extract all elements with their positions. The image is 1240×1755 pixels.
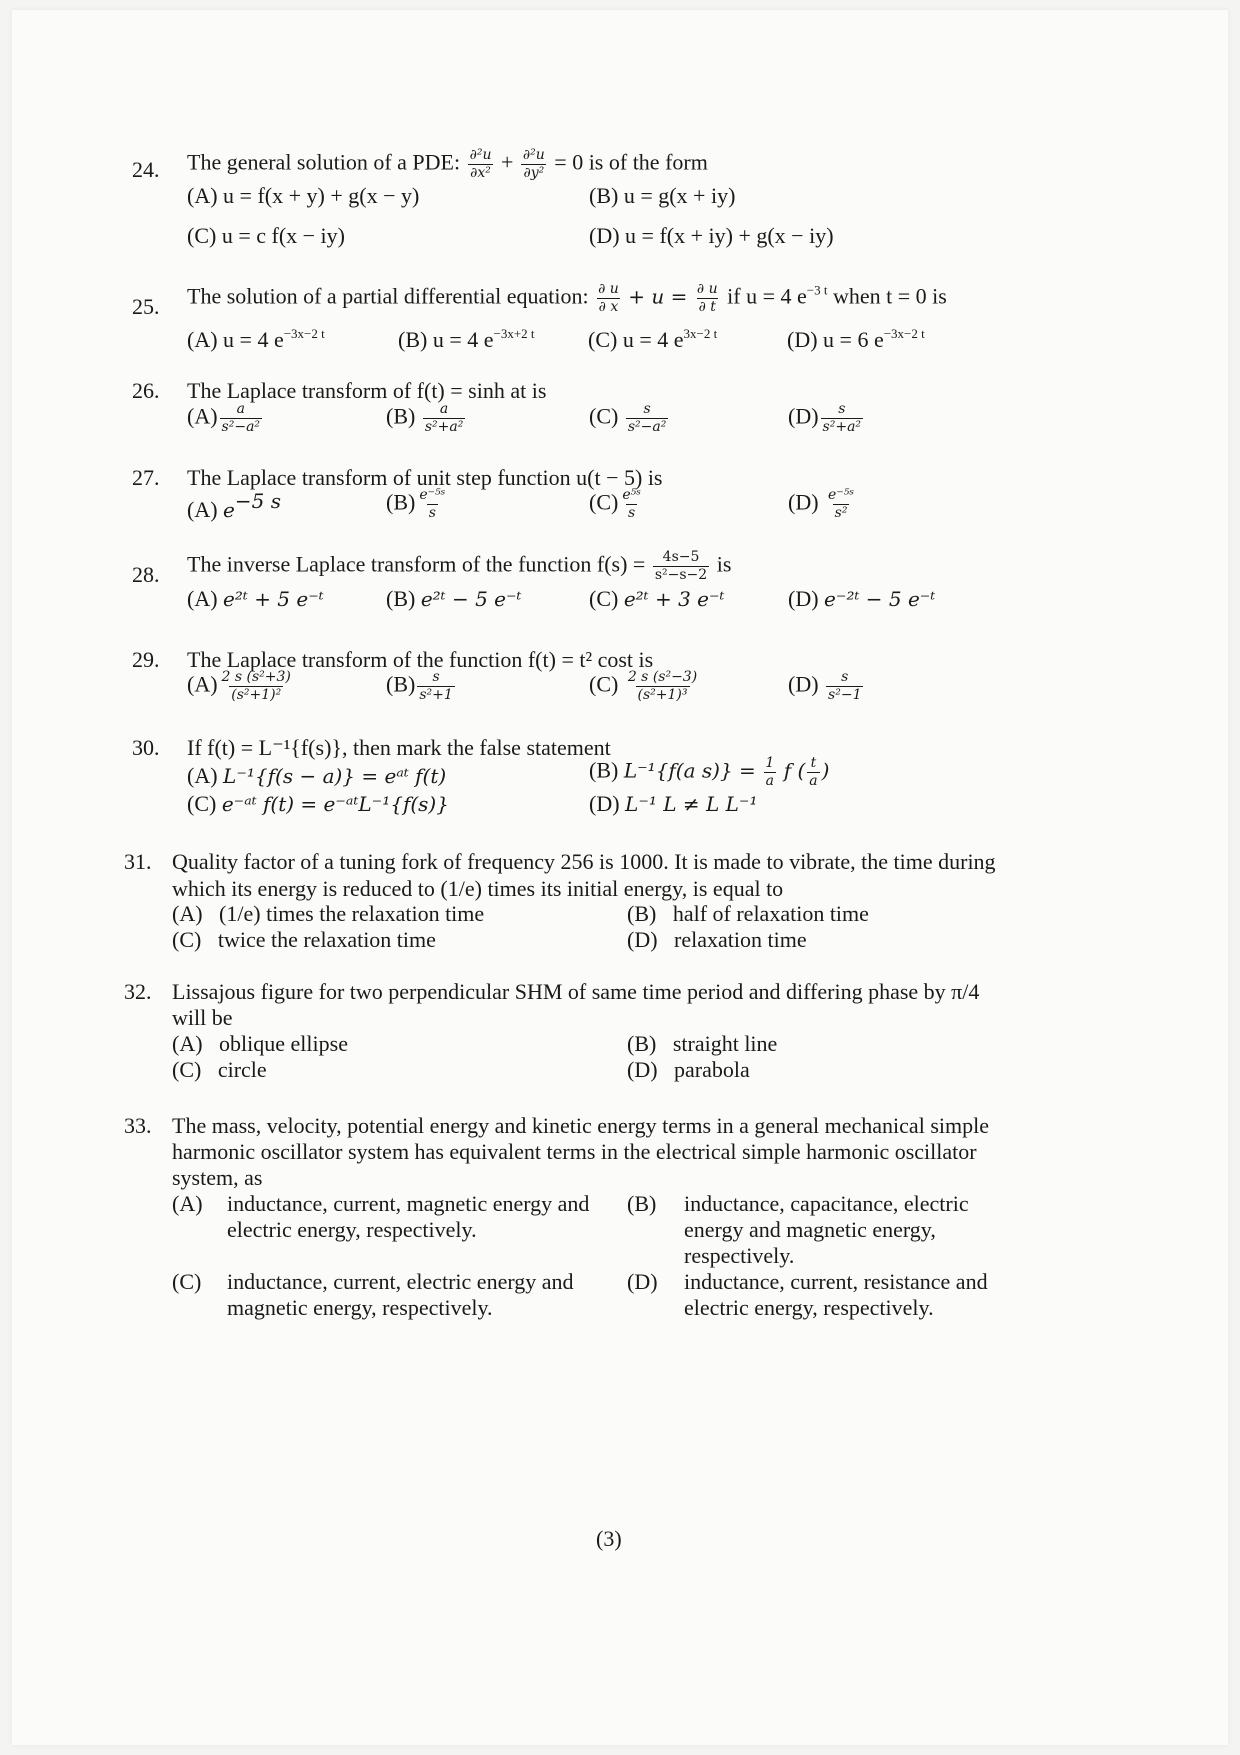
option-a[interactable]: (A) u = 4 $e^{-3x-2 t}$ <box>187 326 325 352</box>
option-c[interactable]: (C) u = c f(x − iy) <box>187 223 345 248</box>
option-d[interactable]: (D) $\frac{\text{e⁻⁵ˢ}}{\text{s²}}$ <box>788 487 855 521</box>
option-c[interactable]: (C) $\frac{\text{e⁵ˢ}}{s}$ <box>589 487 641 521</box>
question-number: 25. <box>132 294 160 319</box>
option-d[interactable]: (D) parabola <box>627 1057 750 1082</box>
option-c[interactable]: (C) twice the relaxation time <box>172 927 436 952</box>
question-stem-line: which its energy is reduced to (1/e) times its initial energy, is equal to <box>172 876 784 901</box>
page-number: (3) <box>596 1526 622 1551</box>
exam-page <box>12 10 1228 1745</box>
option-d-text[interactable]: inductance, current, resistance and <box>684 1269 988 1294</box>
option-a-text[interactable]: electric energy, respectively. <box>227 1217 477 1242</box>
option-a[interactable]: (A) e²ᵗ + 5 e⁻ᵗ <box>187 586 324 611</box>
fraction: $\frac{\text{∂²u}}{\text{∂x²}}$ <box>469 147 492 181</box>
option-b[interactable]: (B) $\frac{\text{e⁻⁵ˢ}}{s}$ <box>386 487 446 521</box>
question-stem-line: The mass, velocity, potential energy and kinetic energy terms in a general mechanical simple <box>172 1113 989 1138</box>
option-a[interactable]: (A) oblique ellipse <box>172 1031 348 1056</box>
option-c[interactable]: (C) e²ᵗ + 3 e⁻ᵗ <box>589 586 725 611</box>
option-a[interactable]: (A) $e^{-5 s}$ <box>187 489 281 522</box>
option-b-text[interactable]: respectively. <box>684 1243 795 1268</box>
option-c[interactable]: (C) e⁻ᵃᵗ f(t) = e⁻ᵃᵗL⁻¹{f(s)} <box>187 791 449 816</box>
question-stem: The Laplace transform of f(t) = sinh at is <box>187 378 547 403</box>
question-number: 28. <box>132 562 160 587</box>
option-a-label[interactable]: (A) <box>172 1191 203 1216</box>
option-b-text[interactable]: inductance, capacitance, electric <box>684 1191 969 1216</box>
option-d[interactable]: (D) e⁻²ᵗ − 5 e⁻ᵗ <box>788 586 936 611</box>
question-stem: The inverse Laplace transform of the function f(s) = $\frac{4s-5}{\text{s²−s−2}}$ is <box>187 549 732 583</box>
option-d-text[interactable]: electric energy, respectively. <box>684 1295 934 1320</box>
question-stem: The general solution of a PDE: $\frac{\text{∂²u}}{\text{∂x²}}$ + $\frac{\text{∂²u}}{\text{∂y²}}$ = 0 is of the form <box>187 147 708 181</box>
option-d[interactable]: (D) $\frac{s}{\text{s²−1}}$ <box>788 669 862 703</box>
option-a[interactable]: (A) L⁻¹{f(s − a)} = eᵃᵗ f(t) <box>187 763 447 788</box>
option-b[interactable]: (B) straight line <box>627 1031 778 1056</box>
question-number: 32. <box>124 979 152 1004</box>
question-stem-line: Quality factor of a tuning fork of frequency 256 is 1000. It is made to vibrate, the time during <box>172 849 996 874</box>
question-number: 33. <box>124 1113 152 1138</box>
option-b[interactable]: (B) u = g(x + iy) <box>589 183 736 208</box>
option-d[interactable]: (D) L⁻¹ L ≠ L L⁻¹ <box>589 791 758 816</box>
option-b[interactable]: (B) half of relaxation time <box>627 901 869 926</box>
question-stem-line: will be <box>172 1005 233 1030</box>
question-number: 26. <box>132 378 160 403</box>
option-a[interactable]: (A) u = f(x + y) + g(x − y) <box>187 183 420 208</box>
option-d[interactable]: (D) relaxation time <box>627 927 807 952</box>
fraction: $\frac{\text{∂²u}}{\text{∂y²}}$ <box>522 147 545 181</box>
option-c-text[interactable]: magnetic energy, respectively. <box>227 1295 493 1320</box>
option-a[interactable]: (A) $\frac{\text{2 s (s²+3)}}{\text{(s²+1)²}}$ <box>187 669 291 703</box>
option-d[interactable]: (D) u = f(x + iy) + g(x − iy) <box>589 223 834 248</box>
option-b[interactable]: (B) u = 4 $e^{-3x+2 t}$ <box>398 326 535 352</box>
question-stem-line: Lissajous figure for two perpendicular SHM of same time period and differing phase by π/4 <box>172 979 980 1004</box>
question-number: 31. <box>124 849 152 874</box>
option-d[interactable]: (D) $\frac{s}{\text{s²+a²}}$ <box>788 401 862 435</box>
option-c-label[interactable]: (C) <box>172 1269 202 1294</box>
option-c[interactable]: (C) $\frac{\text{2 s (s²−3)}}{\text{(s²+1)³}}$ <box>589 669 698 703</box>
option-a[interactable]: (A) $\frac{a}{\text{s²−a²}}$ <box>187 401 261 435</box>
option-b-label[interactable]: (B) <box>627 1191 657 1216</box>
option-c[interactable]: (C) $\frac{s}{\text{s²−a²}}$ <box>589 401 667 435</box>
question-stem: If f(t) = L⁻¹{f(s)}, then mark the false statement <box>187 735 611 760</box>
option-a-text[interactable]: inductance, current, magnetic energy and <box>227 1191 590 1216</box>
question-stem: The Laplace transform of unit step function u(t − 5) is <box>187 465 663 490</box>
question-stem-line: system, as <box>172 1165 263 1190</box>
option-d-label[interactable]: (D) <box>627 1269 658 1294</box>
option-b-text[interactable]: energy and magnetic energy, <box>684 1217 936 1242</box>
option-c-text[interactable]: inductance, current, electric energy and <box>227 1269 574 1294</box>
question-stem: The solution of a partial differential equation: $\frac{\partial u}{\partial x}$ + u = $\frac{\partial u}{\partial t}$ if u = 4 $e^{-3 t}$ when t = 0 is <box>187 281 947 315</box>
option-a[interactable]: (A) (1/e) times the relaxation time <box>172 901 485 926</box>
option-b[interactable]: (B) L⁻¹{f(a s)} = $\frac{1}{a}$ f ( $\frac{t}{a}$ ) <box>589 755 830 789</box>
option-d[interactable]: (D) u = 6 $e^{-3x-2 t}$ <box>787 326 925 352</box>
question-stem: The Laplace transform of the function f(t) = t² cost is <box>187 647 654 672</box>
question-number: 24. <box>132 157 160 182</box>
question-number: 29. <box>132 647 160 672</box>
option-b[interactable]: (B) $\frac{a}{\text{s²+a²}}$ <box>386 401 464 435</box>
option-b[interactable]: (B) e²ᵗ − 5 e⁻ᵗ <box>386 586 522 611</box>
option-b[interactable]: (B) $\frac{s}{\text{s²+1}}$ <box>386 669 453 703</box>
option-c[interactable]: (C) u = 4 $e^{3x-2 t}$ <box>588 326 718 352</box>
question-number: 27. <box>132 465 160 490</box>
question-number: 30. <box>132 735 160 760</box>
option-c[interactable]: (C) circle <box>172 1057 267 1082</box>
question-stem-line: harmonic oscillator system has equivalent terms in the electrical simple harmonic oscillator <box>172 1139 977 1164</box>
